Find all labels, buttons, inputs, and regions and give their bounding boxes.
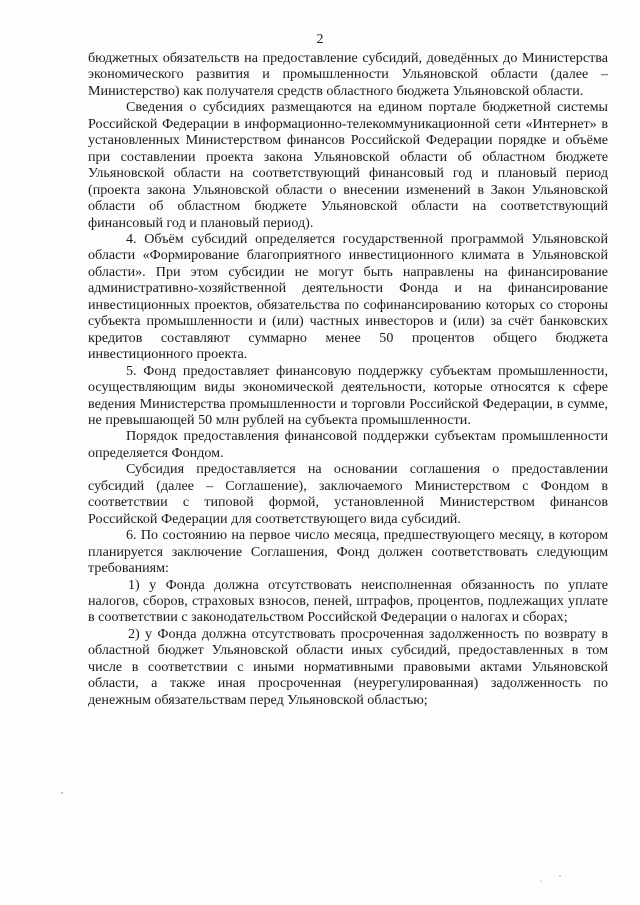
paragraph-agreement: Субсидия предоставляется на основании соглашения о предоставлении субсидий (далее – Соглашение), заключаемого Министерством с Фондом в соответствии с типовой формой, установленной Министерством финансов Российской Федерации для соответствующего вида субсидий. (88, 461, 608, 527)
scan-speck (540, 880, 541, 881)
paragraph-item-6: 6. По состоянию на первое число месяца, предшествующего месяцу, в котором планируется заключение Соглашения, Фонд должен соответствовать следующим требованиям: (88, 527, 608, 577)
paragraph-requirement-1: 1) у Фонда должна отсутствовать неисполненная обязанность по уплате налогов, сборов, страховых взносов, пеней, штрафов, процентов, подлежащих уплате в соответствии с законодательством Российской Федерации о налогах и сборах; (88, 576, 608, 626)
scan-speck (61, 792, 63, 794)
paragraph-support-procedure: Порядок предоставления финансовой поддержки субъектам промышленности определяется Фондом. (88, 428, 608, 461)
scan-speck (559, 875, 561, 877)
paragraph-budget-obligations: бюджетных обязательств на предоставление субсидий, доведённых до Министерства экономического развития и промышленности Ульяновской области (далее – Министерство) как получателя средств областного бюджета Ульяновской области. (88, 50, 608, 99)
paragraph-requirement-2: 2) у Фонда должна отсутствовать просроченная задолженность по возврату в областной бюджет Ульяновской области иных субсидий, предоставленных в том числе в соответствии с иными нормативными правовыми актами Ульяновской области, а также иная просроченная (неурегулированная) задолженность по денежным обязательствам перед Ульяновской областью; (88, 625, 608, 708)
paragraph-subsidy-info: Сведения о субсидиях размещаются на едином портале бюджетной системы Российской Федерации в информационно-телекоммуникационной сети «Интернет» в установленных Министерством финансов Российской Федерации порядке и объёме при составлении проекта закона Ульяновской области об областном бюджете Ульяновской области на соответствующий финансовый год и плановый период (проекта закона Ульяновской области о внесении изменений в Закон Ульяновской области об областном бюджете Ульяновской области на соответствующий финансовый год и плановый период). (88, 99, 608, 231)
paragraph-item-4: 4. Объём субсидий определяется государственной программой Ульяновской области «Формирование благоприятного инвестиционного климата в Ульяновской области». При этом субсидии не могут быть направлены на финансирование административно-хозяйственной деятельности Фонда и на финансирование инвестиционных проектов, обязательства по софинансированию которых со стороны субъекта промышленности и (или) частных инвесторов и (или) за счёт банковских кредитов составляют суммарно менее 50 процентов общего бюджета инвестиционного проекта. (88, 230, 608, 363)
page-number: 2 (316, 32, 324, 47)
paragraph-item-5: 5. Фонд предоставляет финансовую поддержку субъектам промышленности, осуществляющим виды экономической деятельности, которые относятся к сфере ведения Министерства промышленности и торговли Российской Федерации, в сумме, не превышающей 50 млн рублей на субъекта промышленности. (88, 362, 608, 428)
document-body (88, 50, 608, 708)
